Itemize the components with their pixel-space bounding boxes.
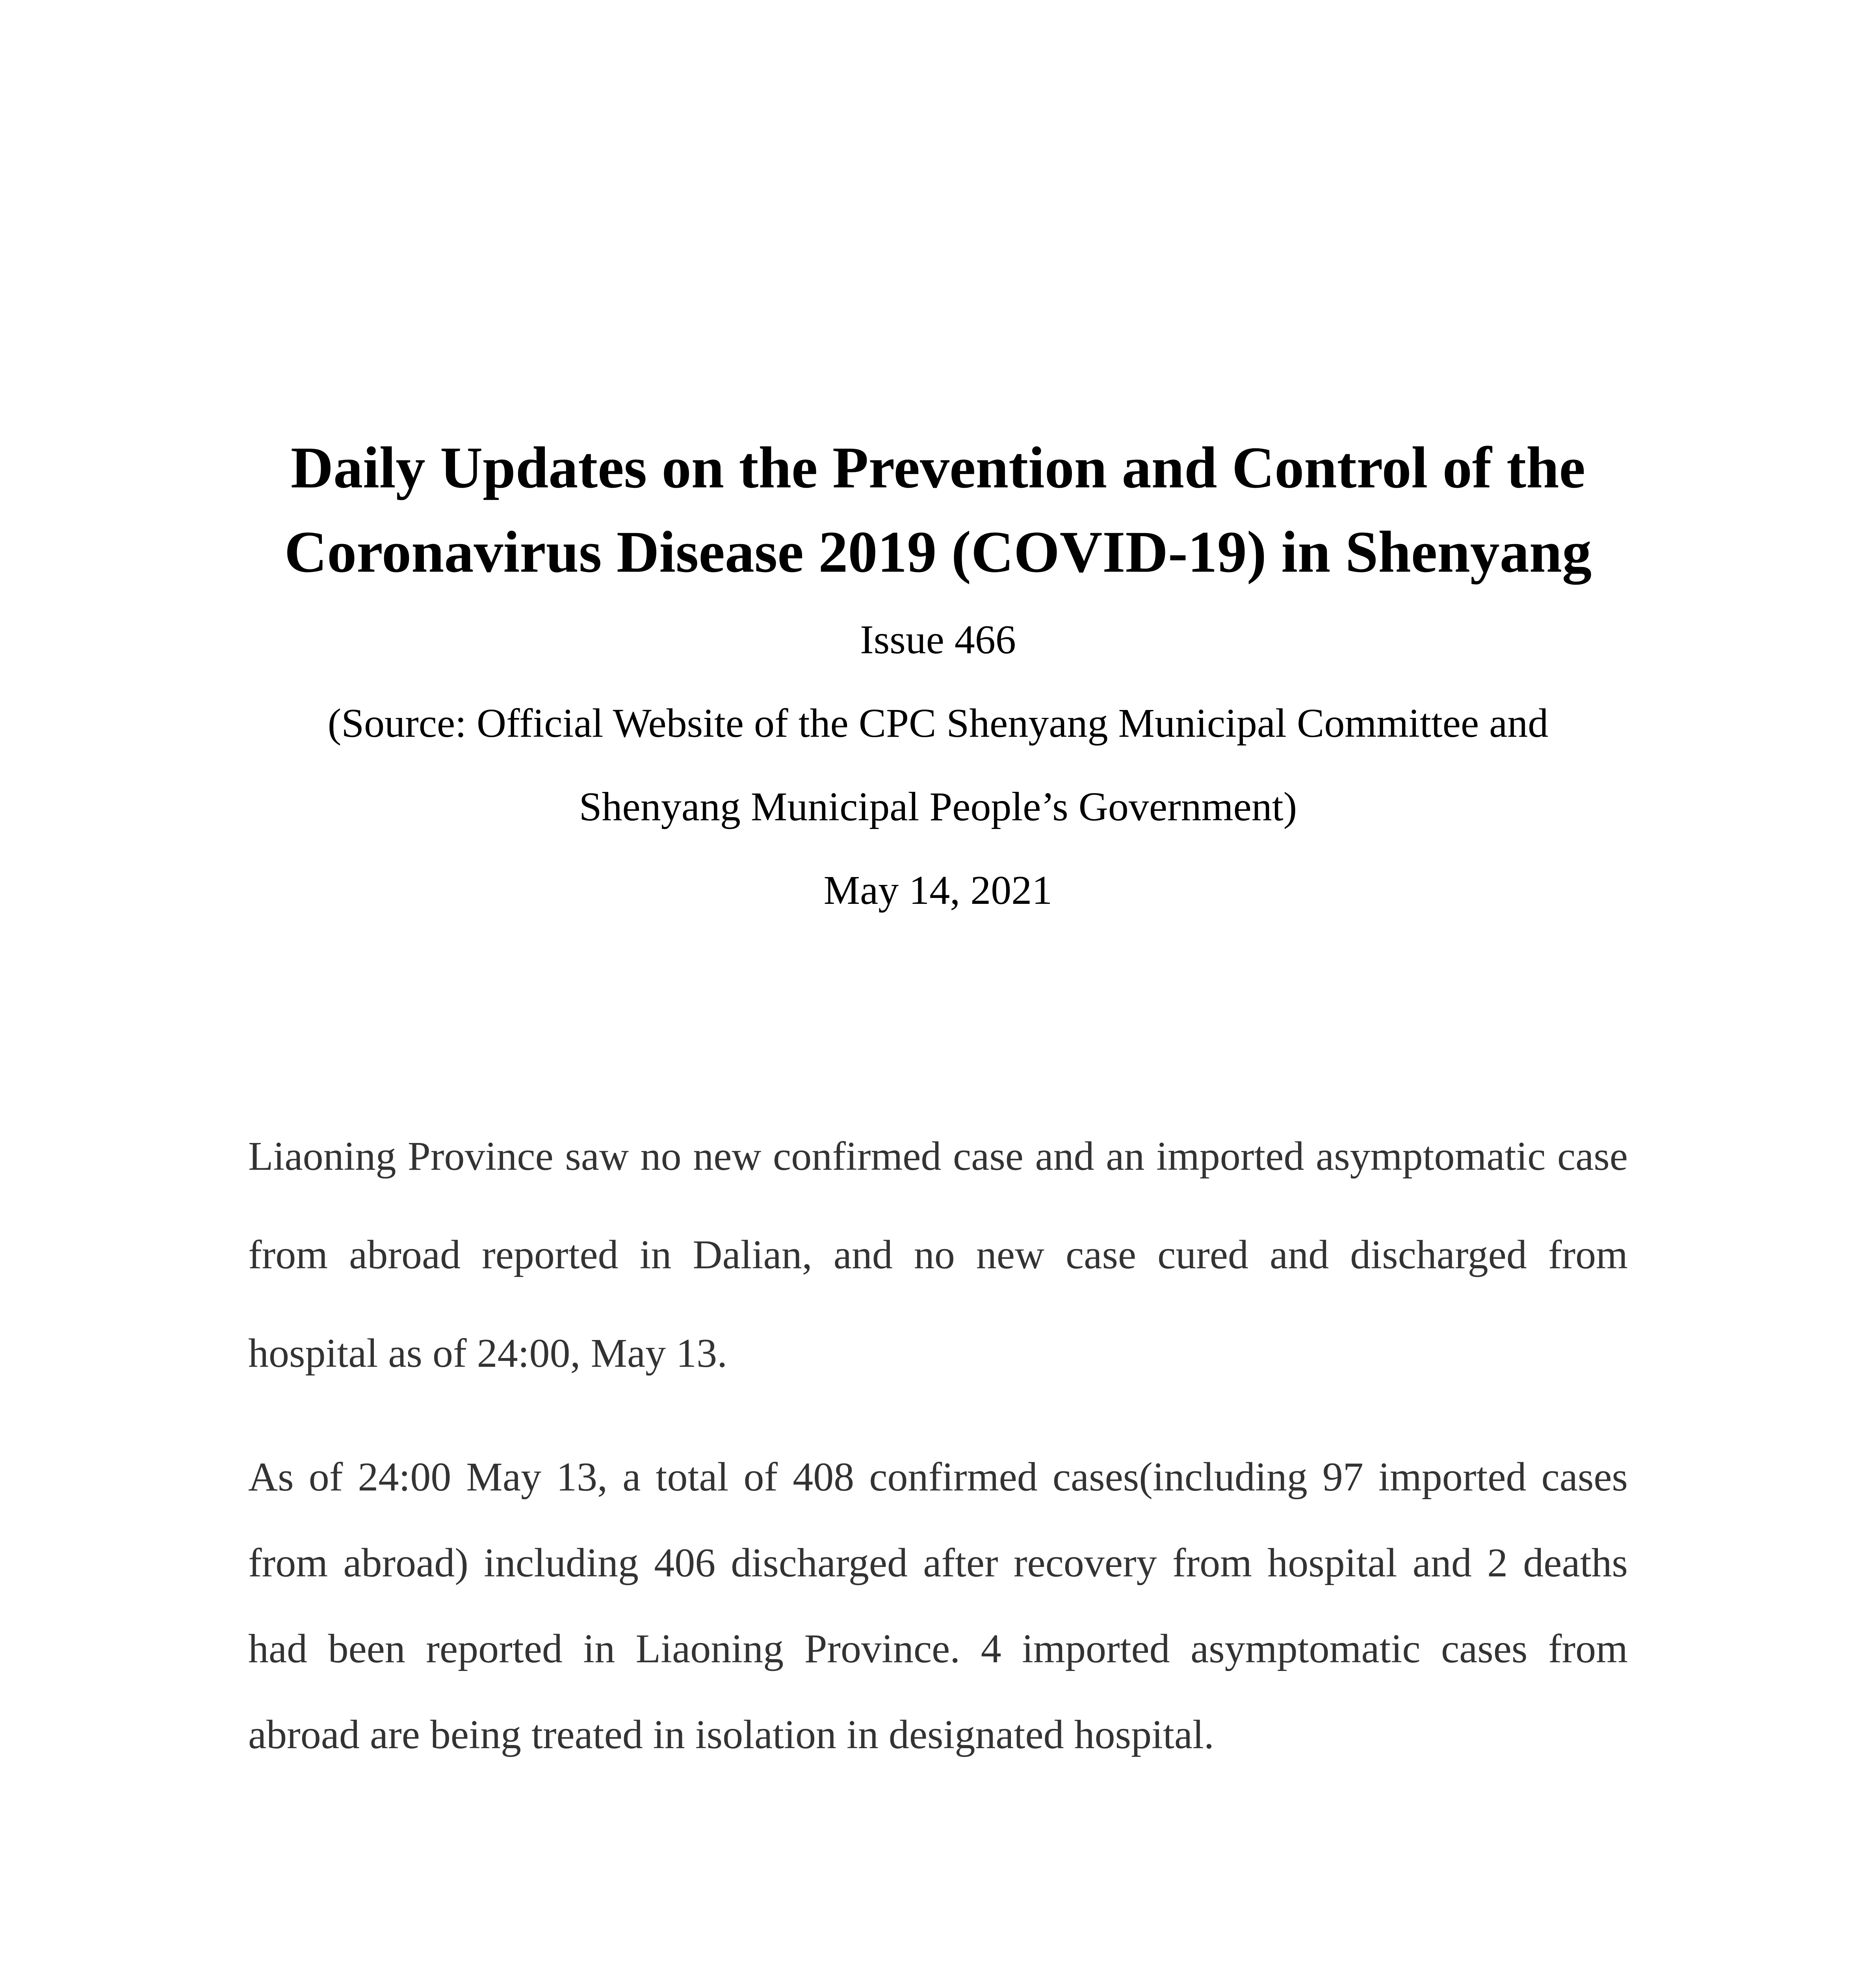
document-title: Daily Updates on the Prevention and Control of the Coronavirus Disease 2019 (COVID-19) in Shenyang	[284, 435, 1592, 585]
source-line-1: (Source: Official Website of the CPC Shenyang Municipal Committee and	[327, 701, 1549, 746]
source-line-2: Shenyang Municipal People’s Government)	[579, 784, 1297, 829]
body-paragraph: Liaoning Province saw no new confirmed case and an imported asymptomatic case from abroad reported in Dalian, and no new case cured and discharged from hospital as of 24:00, May 13.	[248, 1134, 1628, 1376]
publication-date: May 14, 2021	[823, 868, 1053, 913]
body-paragraph: As of 24:00 May 13, a total of 408 confirmed cases(including 97 imported cases from abroad) including 406 discharged after recovery from hospital and 2 deaths had been reported in Liaoning Province. 4 imported asymptomatic cases from abroad are being treated in isolation in designated hospital.	[248, 1454, 1628, 1757]
document-body	[248, 1107, 1628, 1778]
document-header	[248, 426, 1628, 932]
issue-number: Issue 466	[860, 617, 1016, 662]
